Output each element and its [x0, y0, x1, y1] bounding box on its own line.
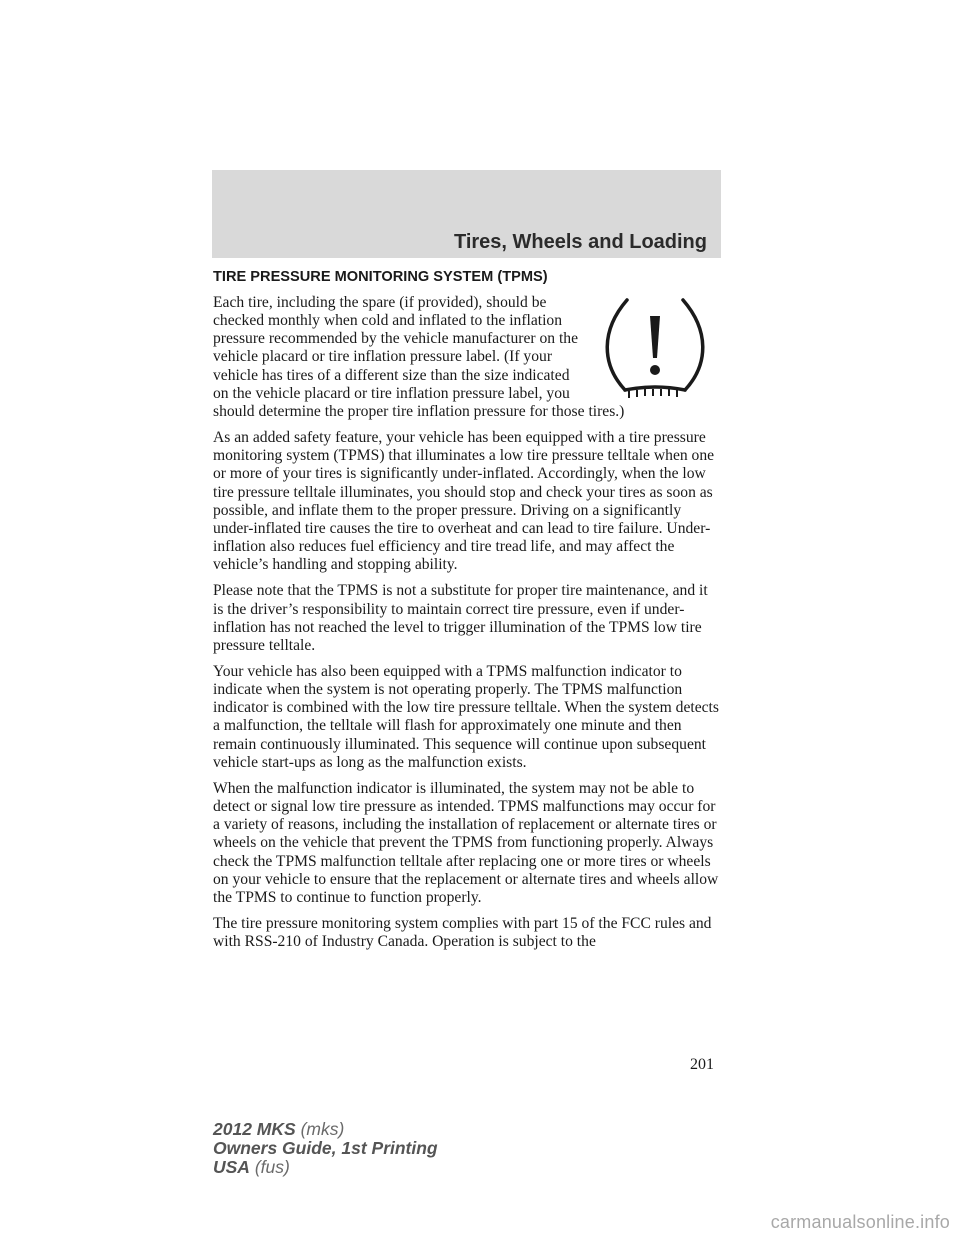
- footer-line-model: [213, 1120, 438, 1139]
- page-number: 201: [690, 1056, 714, 1073]
- tpms-low-tire-pressure-telltale-icon: [589, 294, 721, 398]
- section-heading: TIRE PRESSURE MONITORING SYSTEM (TPMS): [213, 269, 548, 285]
- paragraph: The tire pressure monitoring system complies with part 15 of the FCC rules and with RSS-210 of Industry Canada. Operation is subject to the: [213, 915, 712, 951]
- paragraph: Please note that the TPMS is not a substitute for proper tire maintenance, and it is the driver’s responsibility to maintain correct tire pressure, even if under-inflation has not reached the level to trigger illumination of the TPMS low tire pressure telltale.: [213, 582, 708, 654]
- footer-model-code: (mks): [300, 1119, 345, 1139]
- paragraph: Each tire, including the spare (if provided), should be checked monthly when cold and inflated to the inflation pressure recommended by the vehicle manufacturer on the vehicle placard or tire inflation pressure label. (If your vehicle has tires of a different size than the size indicated on the vehicle placard or tire inflation pressure label, you should determine the proper tire inflation pressure for those tires.): [213, 294, 625, 420]
- header-band: [212, 170, 721, 258]
- footer-line-market: [213, 1158, 438, 1177]
- footer-market-code: (fus): [254, 1157, 290, 1177]
- watermark-link[interactable]: carmanualsonline.info: [770, 1212, 950, 1232]
- print-footer: [213, 1120, 438, 1177]
- page-content: [213, 268, 721, 959]
- paragraph: As an added safety feature, your vehicle has been equipped with a tire pressure monitoring system (TPMS) that illuminates a low tire pressure telltale when one or more of your tires is significantly under-inflated. Accordingly, when the low tire pressure telltale illuminates, you should stop and check your tires as soon as possible, and inflate them to the proper pressure. Driving on a significantly under-inflated tire causes the tire to overheat and can lead to tire failure. Under-inflation also reduces fuel efficiency and tire tread life, and may affect the vehicle’s handling and stopping ability.: [213, 429, 715, 574]
- footer-market: USA: [213, 1157, 250, 1177]
- paragraph: Your vehicle has also been equipped with a TPMS malfunction indicator to indicate when the system is not operating properly. The TPMS malfunction indicator is combined with the low tire pressure telltale. When the system detects a malfunction, the telltale will flash for approximately one minute and then remain continuously illuminated. This sequence will continue upon subsequent vehicle start-ups as long as the malfunction exists.: [213, 662, 719, 771]
- footer-printing: Owners Guide, 1st Printing: [213, 1138, 438, 1158]
- paragraph: When the malfunction indicator is illuminated, the system may not be able to detect or signal low tire pressure as intended. TPMS malfunctions may occur for a variety of reasons, including the installation of replacement or alternate tires or wheels on the vehicle that prevent the TPMS from functioning properly. Always check the TPMS malfunction telltale after replacing one or more tires or wheels on your vehicle to ensure that the replacement or alternate tires and wheels allow the TPMS to continue to function properly.: [213, 779, 719, 906]
- footer-model: 2012 MKS: [213, 1119, 296, 1139]
- chapter-title: Tires, Wheels and Loading: [453, 231, 707, 253]
